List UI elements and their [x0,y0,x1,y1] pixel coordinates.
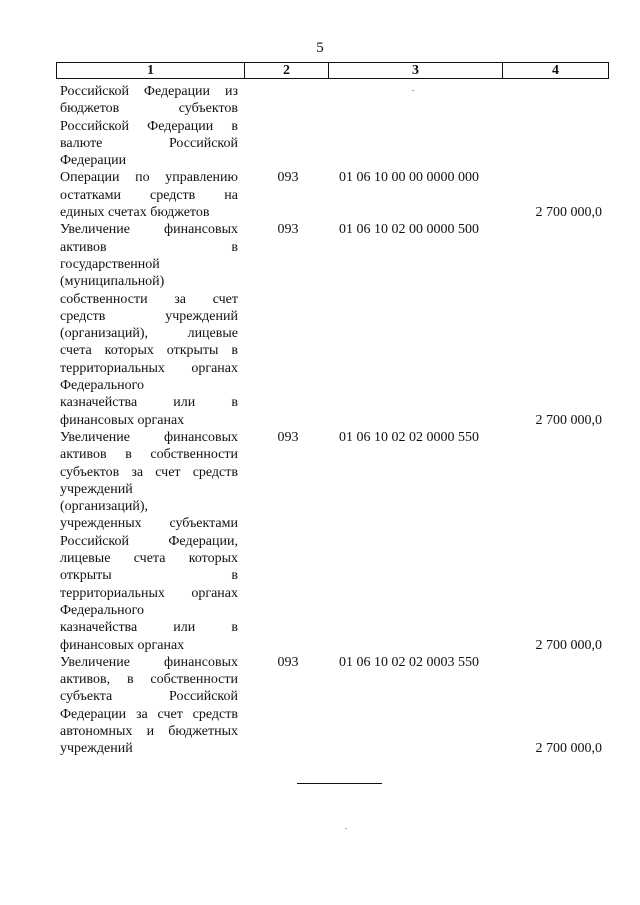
row-name-line: Российской Федерации из [60,84,238,99]
row-name-line: автономных и бюджетных [60,723,238,739]
row-name-line: Российской Федерации, [60,533,238,549]
row-name-line: (организаций), лицевые [60,326,238,342]
row-name-line: казначейства или в [60,395,238,411]
row-name-line: территориальных органах [60,360,238,376]
row-name-line: Федерации [60,153,127,169]
row-amount: 2 700 000,0 [535,741,602,757]
row-name-line: счета которых открыты в [60,343,238,359]
row-name-line: Увеличение финансовых [60,429,238,445]
column-header-1: 1 [57,63,245,79]
table-row [60,654,608,758]
row-budget-classification-code: 01 06 10 02 02 0000 550 [339,429,479,445]
row-name-line: субъектов за счет средств [60,464,238,480]
row-name-line: Увеличение финансовых [60,654,238,670]
row-name-line: остатками средств на [60,187,238,203]
scan-speck [345,828,347,829]
row-name-line: учреждений [60,741,133,757]
column-header-4: 4 [503,63,609,79]
row-name-line: финансовых органах [60,412,185,428]
row-name-cell [60,169,238,221]
row-name-line: средств учреждений [60,308,238,324]
row-amount: 2 700 000,0 [535,205,602,221]
row-name-line: (муниципальной) [60,274,165,290]
row-code: 093 [277,170,299,186]
row-name-line: Федерального [60,378,145,394]
row-name-line: Операции по управлению [60,170,238,186]
row-name-cell [60,654,238,758]
row-code: 093 [277,429,299,445]
row-code: 093 [277,222,299,238]
page-number: 5 [316,40,324,56]
row-name-line: государственной [60,256,160,272]
row-name-line: учреждений [60,481,133,497]
row-budget-classification-code: 01 06 10 00 00 0000 000 [339,170,479,186]
row-name-line: активов, в собственности [60,672,238,688]
row-name-line: Федерального [60,602,145,618]
row-name-line: (организаций), [60,499,148,515]
row-name-line: валюте Российской [60,135,238,151]
row-name-line: собственности за счет [60,291,238,307]
table-row [60,429,608,654]
row-name-cell [60,221,238,429]
row-budget-classification-code: 01 06 10 02 00 0000 500 [339,222,479,238]
table-row [60,221,608,429]
row-name-line: субъекта Российской [60,689,238,705]
row-amount: 2 700 000,0 [535,412,602,428]
column-header-2: 2 [245,63,329,79]
scan-speck [412,90,414,91]
row-name-line: активов в [60,239,238,255]
row-name-line: Российской Федерации в [60,118,238,134]
row-name-line: учрежденных субъектами [60,516,238,532]
row-name-cell [60,83,238,169]
row-name-line: Увеличение финансовых [60,222,238,238]
row-code: 093 [277,654,299,670]
row-name-line: открыты в [60,568,238,584]
table-body [60,83,608,758]
row-name-line: единых счетах бюджетов [60,205,210,221]
row-name-line: финансовых органах [60,637,185,653]
row-name-line: Федерации за счет средств [60,706,238,722]
row-name-cell [60,429,238,654]
row-name-line: территориальных органах [60,585,238,601]
column-header-table [56,62,609,79]
column-header-row [57,63,609,79]
end-separator-line [297,783,382,784]
row-name-line: бюджетов субъектов [60,101,238,117]
table-row [60,83,608,169]
row-name-line: казначейства или в [60,620,238,636]
column-header-3: 3 [329,63,503,79]
row-amount: 2 700 000,0 [535,637,602,653]
row-name-line: активов в собственности [60,447,238,463]
table-row [60,169,608,221]
row-budget-classification-code: 01 06 10 02 02 0003 550 [339,654,479,670]
row-name-line: лицевые счета которых [60,551,238,567]
